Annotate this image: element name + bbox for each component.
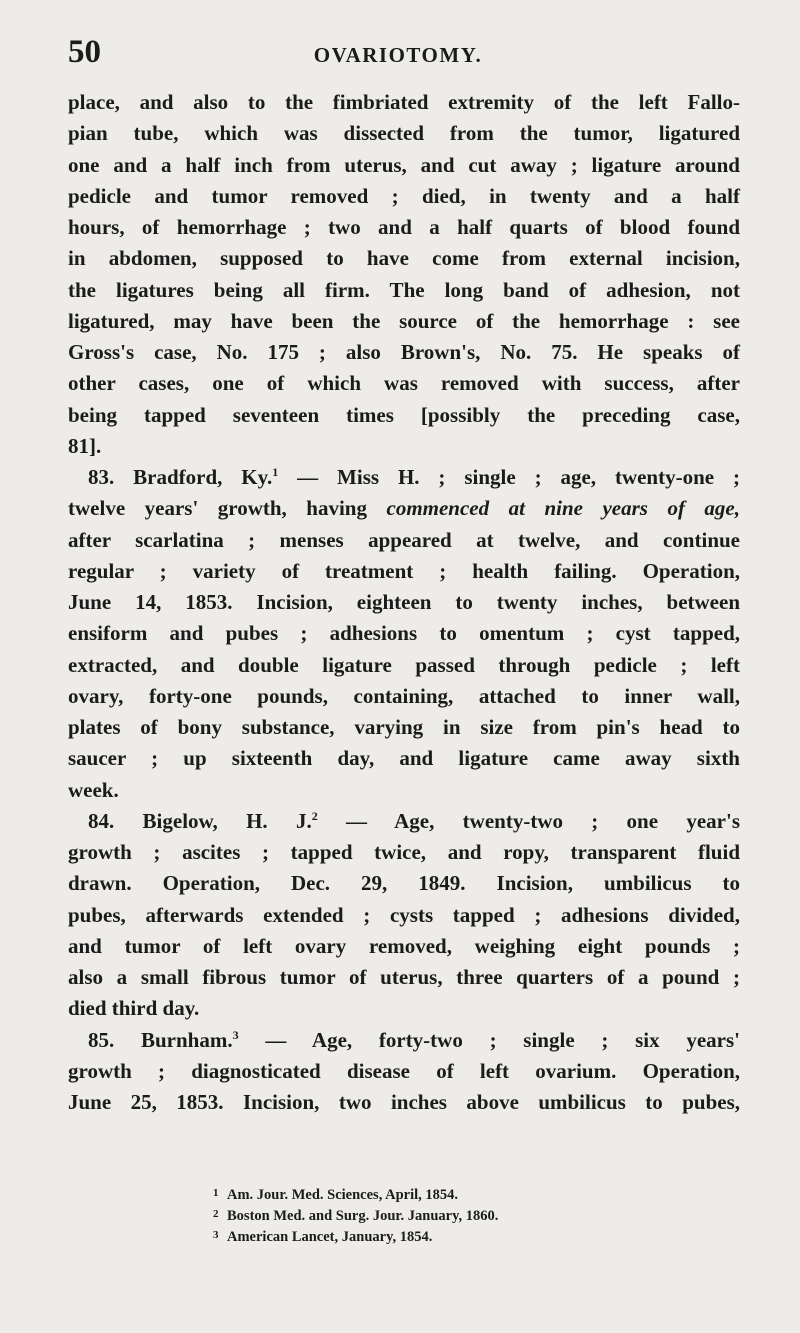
text-line: growth ; diagnosticated disease of left ovarium. Operation, bbox=[68, 1058, 740, 1083]
text-line: drawn. Operation, Dec. 29, 1849. Incision, umbilicus to bbox=[68, 871, 740, 896]
text-line: June 25, 1853. Incision, two inches above umbilicus to pubes, bbox=[68, 1090, 740, 1114]
case-84-heading: 84. Bigelow, H. J. bbox=[88, 808, 312, 833]
text-line: growth ; ascites ; tapped twice, and ropy, transparent fluid bbox=[68, 840, 740, 864]
text-line-case-83 bbox=[68, 462, 740, 493]
text-line: 81]. bbox=[68, 433, 102, 458]
text-line-case-84 bbox=[68, 806, 740, 837]
footnote-ref-1: 1 bbox=[272, 465, 279, 479]
text-line: extracted, and double ligature passed through pedicle ; left bbox=[68, 652, 740, 677]
footnote-1 bbox=[213, 1183, 713, 1204]
text-line: died third day. bbox=[68, 996, 200, 1021]
text-line: hours, of hemorrhage ; two and a half quarts of blood found bbox=[68, 215, 740, 239]
text-line: saucer ; up sixteenth day, and ligature came away sixth bbox=[68, 746, 740, 771]
text-line: also a small fibrous tumor of uterus, three quarters of a pound ; bbox=[68, 965, 740, 989]
footnote-3 bbox=[213, 1225, 713, 1246]
footnote-mark: 3 bbox=[213, 1229, 219, 1241]
footnotes bbox=[213, 1183, 713, 1246]
text-segment: twelve years' growth, having bbox=[68, 496, 367, 521]
text-line: pedicle and tumor removed ; died, in twenty and a half bbox=[68, 183, 740, 208]
text-line: other cases, one of which was removed with success, after bbox=[68, 371, 740, 396]
text-line: and tumor of left ovary removed, weighing eight pounds ; bbox=[68, 933, 740, 958]
text-line: ovary, forty-one pounds, containing, attached to inner wall, bbox=[68, 683, 740, 708]
text-line: regular ; variety of treatment ; health failing. Operation, bbox=[68, 558, 740, 583]
text-line: the ligatures being all firm. The long band of adhesion, not bbox=[68, 277, 740, 302]
text-line: being tapped seventeen times [possibly the preceding case, bbox=[68, 402, 740, 427]
page-number: 50 bbox=[68, 34, 101, 70]
footnote-2 bbox=[213, 1204, 713, 1225]
text-line: plates of bony substance, varying in size from pin's head to bbox=[68, 715, 740, 739]
text-line: one and a half inch from uterus, and cut away ; ligature around bbox=[68, 152, 740, 177]
footnote-ref-2: 2 bbox=[311, 808, 318, 823]
case-85-text: — Age, forty-two ; single ; six years' bbox=[238, 1027, 740, 1052]
body-text bbox=[68, 87, 740, 1118]
footnote-ref-3: 3 bbox=[232, 1027, 239, 1042]
text-line: pubes, afterwards extended ; cysts tapped ; adhesions divided, bbox=[68, 902, 740, 927]
footnote-mark: 1 bbox=[213, 1187, 219, 1199]
case-83-text: — Miss H. ; single ; age, twenty-one ; bbox=[278, 465, 740, 489]
footnote-text: Am. Jour. Med. Sciences, April, 1854. bbox=[227, 1187, 459, 1203]
text-line: ligatured, may have been the source of the hemorrhage : see bbox=[68, 308, 740, 333]
page-header bbox=[68, 34, 728, 74]
text-line: week. bbox=[68, 777, 119, 802]
text-line: in abdomen, supposed to have come from external incision, bbox=[68, 246, 740, 271]
text-line: June 14, 1853. Incision, eighteen to twenty inches, between bbox=[68, 590, 740, 614]
text-line bbox=[68, 493, 740, 524]
text-line-case-85 bbox=[68, 1025, 740, 1056]
text-line: Gross's case, No. 175 ; also Brown's, No. 75. He speaks of bbox=[68, 340, 740, 364]
text-line: after scarlatina ; menses appeared at twelve, and continue bbox=[68, 527, 740, 552]
case-83-heading: 83. Bradford, Ky. bbox=[88, 465, 273, 489]
running-head: OVARIOTOMY. bbox=[313, 43, 483, 67]
text-line: pian tube, which was dissected from the tumor, ligatured bbox=[68, 121, 740, 146]
case-84-text: — Age, twenty-two ; one year's bbox=[317, 808, 740, 833]
footnote-mark: 2 bbox=[213, 1208, 219, 1220]
text-line: ensiform and pubes ; adhesions to omentum ; cyst tapped, bbox=[68, 621, 740, 646]
footnote-text: Boston Med. and Surg. Jour. January, 1860. bbox=[227, 1208, 499, 1224]
case-85-heading: 85. Burnham. bbox=[88, 1027, 233, 1052]
text-line: place, and also to the fimbriated extremity of the left Fallo- bbox=[68, 90, 740, 114]
italic-phrase: commenced at nine years of age, bbox=[386, 496, 741, 521]
footnote-text: American Lancet, January, 1854. bbox=[227, 1229, 433, 1245]
